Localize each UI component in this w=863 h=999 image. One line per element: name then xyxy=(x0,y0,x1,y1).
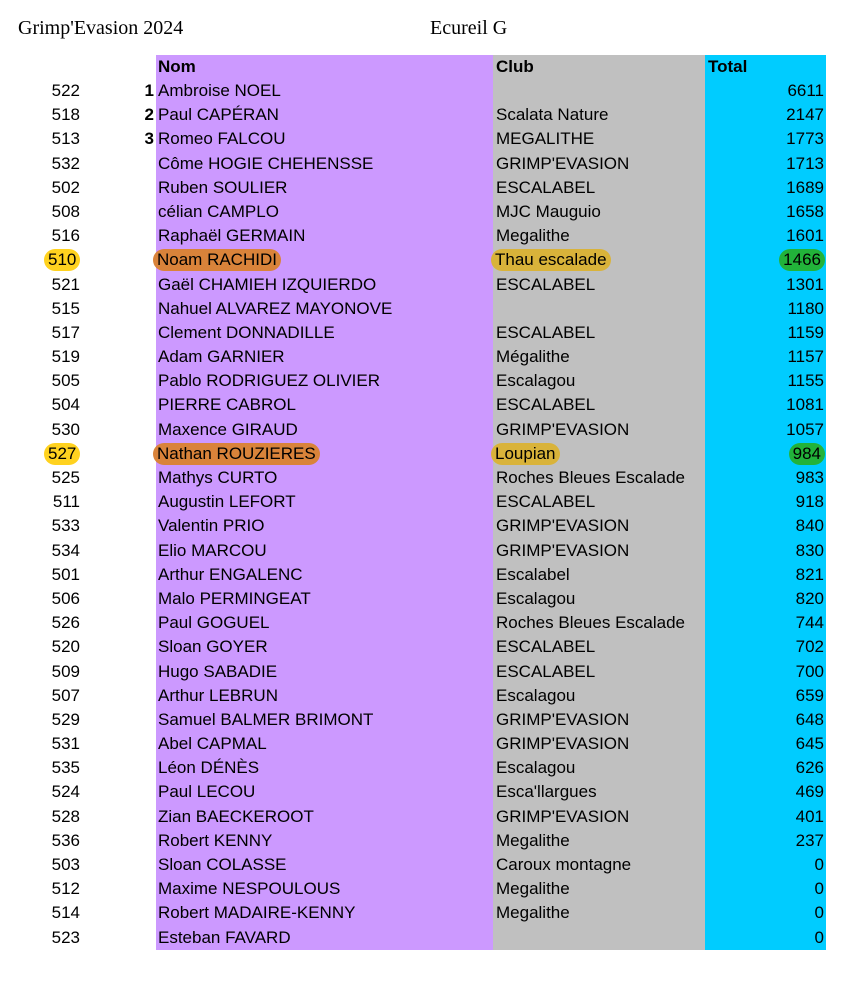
club-name: GRIMP'EVASION xyxy=(496,734,630,754)
bib-number: 517 xyxy=(51,322,80,342)
bib-number: 508 xyxy=(51,201,80,221)
climber-name: Léon DÉNÈS xyxy=(158,758,260,778)
total-score: 0 xyxy=(814,879,824,899)
table-row xyxy=(0,176,863,200)
bib-number: 522 xyxy=(51,81,80,100)
bib-number: 523 xyxy=(51,927,80,947)
bib-number: 519 xyxy=(51,347,80,367)
total-score: 2147 xyxy=(786,105,824,125)
total-score: 1301 xyxy=(786,274,824,294)
climber-name: Abel CAPMAL xyxy=(158,734,267,754)
table-row xyxy=(0,660,863,684)
total-score: 984 xyxy=(789,443,825,465)
bib-number: 507 xyxy=(51,685,80,705)
bib-number: 504 xyxy=(51,395,80,415)
total-score: 1601 xyxy=(786,226,824,246)
total-score: 626 xyxy=(795,758,824,778)
podium-rank: 2 xyxy=(144,105,154,125)
climber-name: Robert KENNY xyxy=(158,830,273,850)
total-score: 702 xyxy=(795,637,824,657)
club-name: ESCALABEL xyxy=(496,395,596,415)
bib-number: 532 xyxy=(51,153,80,173)
table-row xyxy=(0,732,863,756)
table-row xyxy=(0,297,863,321)
table-row xyxy=(0,127,863,151)
bib-number: 506 xyxy=(51,588,80,608)
club-name: ESCALABEL xyxy=(496,637,596,657)
total-score: 1057 xyxy=(786,419,824,439)
climber-name: Robert MADAIRE-KENNY xyxy=(158,903,356,923)
table-row xyxy=(0,273,863,297)
table-row xyxy=(0,490,863,514)
climber-name: Malo PERMINGEAT xyxy=(158,588,311,608)
total-score: 1689 xyxy=(786,177,824,197)
table-row xyxy=(0,563,863,587)
club-name: Megalithe xyxy=(496,830,570,850)
club-name: Scalata Nature xyxy=(496,105,609,125)
club-name: GRIMP'EVASION xyxy=(496,709,630,729)
bib-number: 509 xyxy=(51,661,80,681)
bib-number: 529 xyxy=(51,709,80,729)
total-score: 1081 xyxy=(786,395,824,415)
total-score: 469 xyxy=(795,782,824,802)
bib-number: 527 xyxy=(44,443,80,465)
header-total: Total xyxy=(708,57,748,76)
club-name: Escalagou xyxy=(496,685,576,705)
total-score: 0 xyxy=(814,903,824,923)
climber-name: Noam RACHIDI xyxy=(153,249,281,271)
club-name: Escalagou xyxy=(496,588,576,608)
table-row xyxy=(0,248,863,272)
club-name: Escalagou xyxy=(496,371,576,391)
club-name: ESCALABEL xyxy=(496,274,596,294)
total-score: 840 xyxy=(795,516,824,536)
total-score: 821 xyxy=(795,564,824,584)
total-score: 1157 xyxy=(787,347,824,367)
table-row xyxy=(0,901,863,925)
bib-number: 531 xyxy=(51,734,80,754)
climber-name: Clement DONNADILLE xyxy=(158,322,335,342)
climber-name: Maxime NESPOULOUS xyxy=(158,879,341,899)
bib-number: 524 xyxy=(51,782,80,802)
club-name: Esca'llargues xyxy=(496,782,597,802)
climber-name: Gaël CHAMIEH IZQUIERDO xyxy=(158,274,377,294)
bib-number: 503 xyxy=(51,855,80,874)
total-score: 0 xyxy=(814,855,824,874)
club-name: ESCALABEL xyxy=(496,661,596,681)
total-score: 744 xyxy=(795,613,824,633)
table-row xyxy=(0,466,863,490)
bib-number: 505 xyxy=(51,371,80,391)
bib-number: 534 xyxy=(51,540,80,560)
table-row xyxy=(0,635,863,659)
table-row xyxy=(0,200,863,224)
total-score: 1713 xyxy=(786,153,824,173)
table-row xyxy=(0,708,863,732)
climber-name: Sloan COLASSE xyxy=(158,855,287,874)
club-name: GRIMP'EVASION xyxy=(496,153,630,173)
climber-name: Côme HOGIE CHEHENSSE xyxy=(158,153,374,173)
total-score: 830 xyxy=(795,540,824,560)
bib-number: 515 xyxy=(51,298,80,318)
podium-rank: 3 xyxy=(144,129,154,149)
bib-number: 525 xyxy=(51,468,80,487)
table-row xyxy=(0,152,863,176)
table-row xyxy=(0,684,863,708)
club-name: Thau escalade xyxy=(491,249,611,271)
total-score: 237 xyxy=(795,830,824,850)
table-row xyxy=(0,418,863,442)
total-score: 1155 xyxy=(787,371,824,391)
total-score: 1159 xyxy=(787,322,824,342)
category-title: Ecureil G xyxy=(430,17,508,39)
climber-name: Ambroise NOEL xyxy=(158,81,281,100)
table-row xyxy=(0,756,863,780)
club-name: Roches Bleues Escalade xyxy=(496,613,686,633)
table-row xyxy=(0,345,863,369)
table-row xyxy=(0,805,863,829)
bib-number: 536 xyxy=(51,830,80,850)
climber-name: Elio MARCOU xyxy=(158,540,267,560)
club-name: Caroux montagne xyxy=(496,855,632,874)
total-score: 1658 xyxy=(786,201,824,221)
climber-name: Esteban FAVARD xyxy=(158,927,291,947)
table-row xyxy=(0,877,863,901)
climber-name: Pablo RODRIGUEZ OLIVIER xyxy=(158,371,381,391)
total-score: 6611 xyxy=(787,81,824,100)
club-name: GRIMP'EVASION xyxy=(496,516,630,536)
climber-name: PIERRE CABROL xyxy=(158,395,296,415)
total-score: 700 xyxy=(795,661,824,681)
bib-number: 533 xyxy=(51,516,80,536)
climber-name: Romeo FALCOU xyxy=(158,129,286,149)
bib-number: 521 xyxy=(51,274,80,294)
table-row xyxy=(0,926,863,950)
climber-name: Augustin LEFORT xyxy=(158,492,296,512)
climber-name: Mathys CURTO xyxy=(158,468,278,487)
climber-name: Paul CAPÉRAN xyxy=(158,105,279,125)
total-score: 0 xyxy=(814,927,824,947)
bib-number: 513 xyxy=(51,129,80,149)
climber-name: Samuel BALMER BRIMONT xyxy=(158,709,374,729)
climber-name: Hugo SABADIE xyxy=(158,661,278,681)
bib-number: 514 xyxy=(51,903,80,923)
header-club: Club xyxy=(496,57,534,76)
climber-name: Arthur ENGALENC xyxy=(158,564,303,584)
table-row xyxy=(0,442,863,466)
podium-rank: 1 xyxy=(144,81,154,100)
table-row xyxy=(0,224,863,248)
club-name: Megalithe xyxy=(496,879,570,899)
bib-number: 535 xyxy=(51,758,80,778)
total-score: 1466 xyxy=(779,249,825,271)
club-name: Roches Bleues Escalade xyxy=(496,468,686,487)
climber-name: célian CAMPLO xyxy=(158,201,279,221)
total-score: 820 xyxy=(795,588,824,608)
total-score: 918 xyxy=(795,492,824,512)
table-row xyxy=(0,539,863,563)
bib-number: 501 xyxy=(51,564,80,584)
bib-number: 511 xyxy=(52,492,80,512)
club-name: Escalagou xyxy=(496,758,576,778)
table-row xyxy=(0,611,863,635)
climber-name: Valentin PRIO xyxy=(158,516,265,536)
table-row xyxy=(0,514,863,538)
bib-number: 512 xyxy=(51,879,80,899)
total-score: 645 xyxy=(795,734,824,754)
climber-name: Sloan GOYER xyxy=(158,637,268,657)
table-row xyxy=(0,393,863,417)
club-name: ESCALABEL xyxy=(496,322,596,342)
table-row xyxy=(0,369,863,393)
climber-name: Maxence GIRAUD xyxy=(158,419,298,439)
total-score: 1180 xyxy=(787,298,824,318)
club-name: Escalabel xyxy=(496,564,570,584)
club-name: Mégalithe xyxy=(496,347,570,367)
event-title: Grimp'Evasion 2024 xyxy=(18,17,184,39)
bib-number: 526 xyxy=(51,613,80,633)
table-row xyxy=(0,321,863,345)
club-name: Megalithe xyxy=(496,903,570,923)
table-row xyxy=(0,780,863,804)
club-name: MJC Mauguio xyxy=(496,201,601,221)
bib-number: 516 xyxy=(51,226,80,246)
header-nom: Nom xyxy=(158,57,196,76)
club-name: GRIMP'EVASION xyxy=(496,806,630,826)
climber-name: Paul GOGUEL xyxy=(158,613,270,633)
club-name: ESCALABEL xyxy=(496,177,596,197)
total-score: 983 xyxy=(795,468,824,487)
climber-name: Arthur LEBRUN xyxy=(158,685,278,705)
club-name: Loupian xyxy=(491,443,560,465)
total-score: 659 xyxy=(795,685,824,705)
table-row xyxy=(0,853,863,877)
results-table xyxy=(0,79,863,950)
bib-number: 530 xyxy=(51,419,80,439)
table-row xyxy=(0,79,863,103)
climber-name: Nathan ROUZIERES xyxy=(153,443,320,465)
total-score: 648 xyxy=(795,709,824,729)
club-name: GRIMP'EVASION xyxy=(496,419,630,439)
climber-name: Zian BAECKEROOT xyxy=(158,806,314,826)
club-name: Megalithe xyxy=(496,226,570,246)
table-row xyxy=(0,103,863,127)
total-score: 401 xyxy=(795,806,824,826)
climber-name: Raphaël GERMAIN xyxy=(158,226,306,246)
climber-name: Ruben SOULIER xyxy=(158,177,288,197)
total-score: 1773 xyxy=(786,129,824,149)
club-name: ESCALABEL xyxy=(496,492,596,512)
bib-number: 520 xyxy=(51,637,80,657)
table-row xyxy=(0,829,863,853)
bib-number: 510 xyxy=(44,249,80,271)
club-name: GRIMP'EVASION xyxy=(496,540,630,560)
bib-number: 502 xyxy=(51,177,80,197)
bib-number: 518 xyxy=(51,105,80,125)
climber-name: Paul LECOU xyxy=(158,782,256,802)
climber-name: Nahuel ALVAREZ MAYONOVE xyxy=(158,298,393,318)
table-row xyxy=(0,587,863,611)
climber-name: Adam GARNIER xyxy=(158,347,285,367)
bib-number: 528 xyxy=(51,806,80,826)
club-name: MEGALITHE xyxy=(496,129,595,149)
